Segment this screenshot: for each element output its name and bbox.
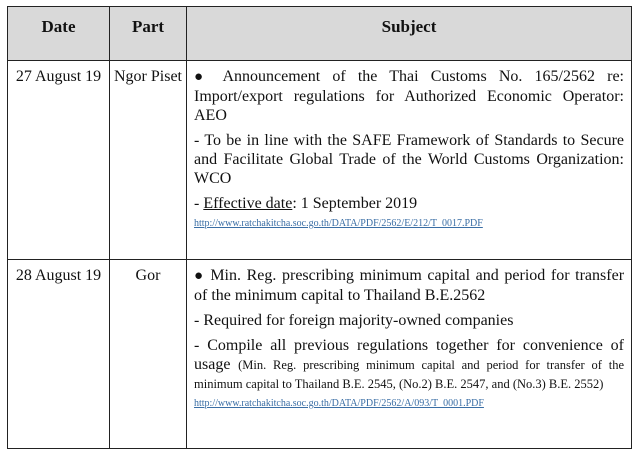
subject-point-main: - Compile all previous regulations together for convenience of usage: [194, 337, 624, 373]
subject-cell: [187, 61, 632, 260]
table-row: [8, 260, 632, 449]
bullet-icon: ●: [194, 268, 205, 284]
subject-title-text: Min. Reg. prescribing minimum capital and period for transfer of the minimum capital to Thailand B.E.2562: [194, 267, 625, 304]
effective-date: [194, 194, 624, 213]
subject-title: [194, 67, 624, 125]
subject-cell: [187, 260, 632, 449]
regulation-table: [7, 6, 632, 449]
bullet-icon: ●: [194, 69, 212, 85]
header-subject: Subject: [187, 7, 632, 61]
effective-date-value: : 1 September 2019: [292, 195, 418, 212]
date-cell: 28 August 19: [8, 260, 110, 449]
header-part: Part: [110, 7, 187, 61]
table-row: [8, 61, 632, 260]
subject-point: - Required for foreign majority-owned companies: [194, 312, 514, 329]
gazette-link[interactable]: http://www.ratchakitcha.soc.go.th/DATA/PDF/2562/A/093/T_0001.PDF: [194, 398, 484, 409]
subject-title-text: Announcement of the Thai Customs No. 165/2562 re: Import/export regulations for Authorized Economic Operator: AEO: [194, 68, 624, 124]
effective-prefix: -: [194, 195, 204, 212]
part-cell: Gor: [110, 260, 187, 449]
subject-point: - To be in line with the SAFE Framework of Standards to Secure and Facilitate Global Trade of the World Customs Organization: WCO: [194, 132, 624, 187]
subject-title: [194, 266, 624, 305]
part-cell: Ngor Piset: [110, 61, 187, 260]
gazette-link[interactable]: http://www.ratchakitcha.soc.go.th/DATA/PDF/2562/E/212/T_0017.PDF: [194, 218, 483, 229]
header-date: Date: [8, 7, 110, 61]
subject-point: [194, 336, 624, 393]
effective-date-label: Effective date: [203, 195, 293, 212]
date-cell: 27 August 19: [8, 61, 110, 260]
table-header-row: [8, 7, 632, 61]
subject-point-note: (Min. Reg. prescribing minimum capital and period for transfer of the minimum capital to Thailand B.E. 2545, (No.2) B.E. 2547, and (No.3) B.E. 2552): [194, 358, 624, 391]
